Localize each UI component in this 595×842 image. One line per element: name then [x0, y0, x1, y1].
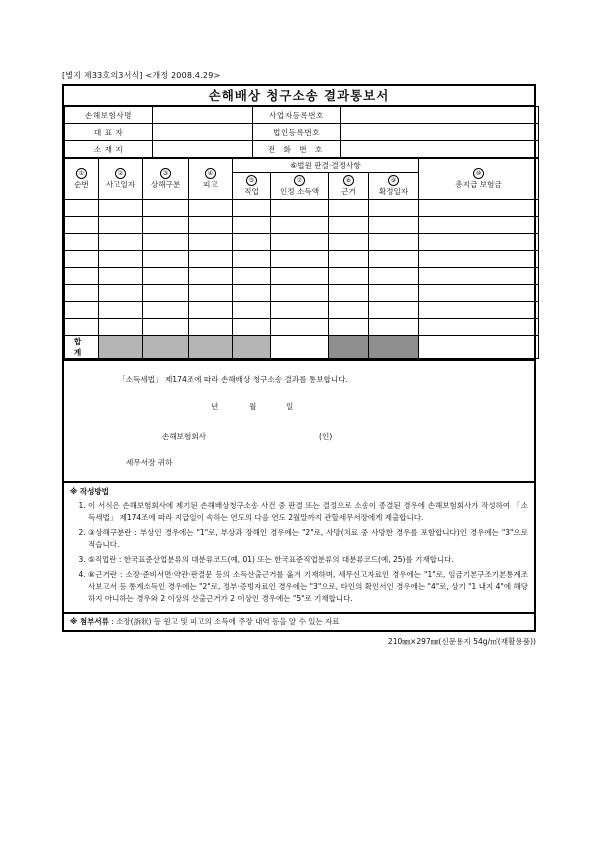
company-label: 손해보험회사	[162, 432, 207, 441]
list-item: 1. 이 서식은 손해보험회사에 제기된 손해배상청구소송 사건 중 판결 또는 결정으로 소송이 종결된 경우에 손해보험회사가 작성하여 「소득세법」 제174조에 따라 지급일이 속하는 연도의 다음 연도 2월말까지 관할세무서장에게 제출합니다.	[88, 500, 528, 524]
form-frame	[62, 84, 536, 632]
attachments-section	[64, 612, 534, 630]
circled-number: ⑦	[294, 175, 305, 186]
total-shaded-cell	[189, 336, 233, 359]
circled-number: ⑨	[388, 175, 399, 186]
col-header-occupation	[233, 173, 271, 200]
col-label: 피고	[203, 180, 218, 189]
attachments-label: ※ 첨부서류	[70, 617, 109, 626]
total-shaded-cell	[329, 336, 369, 359]
month-label: 월	[249, 402, 257, 411]
addressee: 세무서장 귀하	[126, 458, 173, 467]
business-reg-label: 사업자등록번호	[253, 107, 341, 124]
attachments-text: : 소장(訴狀) 등 원고 및 피고의 소득에 주장 내역 등을 알 수 있는 자료	[111, 617, 340, 626]
table-row	[65, 285, 539, 302]
corp-reg-label: 법인등록번호	[253, 124, 341, 141]
declaration-section	[64, 359, 534, 481]
circled-number: ①	[76, 168, 87, 179]
declaration-statement: 「소득세법」 제174조에 따라 손해배상 청구소송 결과를 통보합니다.	[118, 375, 348, 384]
seal-label: (인)	[319, 432, 333, 441]
instructions-section	[64, 481, 534, 612]
col-label: 인정 소득액	[279, 187, 320, 196]
list-item: 3. ⑤직업란 : 한국표준산업분류의 대분류코드(예, 01) 또는 한국표준직업분류의 대분류코드(예, 25)를 기재합니다.	[88, 554, 528, 566]
list-item: 2. ③상해구분란 : 부상인 경우에는 "1"로, 부상과 장해인 경우에는 "2"로, 사망(치료 중 사망한 경우를 포함합니다)인 경우에는 "3"으로 적습니다.	[88, 527, 528, 551]
table-row	[65, 200, 539, 217]
representative-label: 대 표 자	[65, 124, 153, 141]
col-header-seq	[65, 159, 99, 200]
address-field[interactable]	[153, 141, 253, 158]
circled-number: ③	[160, 168, 171, 179]
total-shaded-cell	[233, 336, 271, 359]
col-label: 순번	[74, 180, 89, 189]
total-income-field[interactable]	[271, 336, 329, 359]
table-row	[65, 268, 539, 285]
col-label: 직업	[244, 187, 259, 196]
col-label: 상해구분	[150, 180, 181, 189]
paper-spec: 210㎜×297㎜(신문용지 54g/㎡(재활용품))	[387, 637, 536, 646]
instructions-heading: ※ 작성방법	[70, 487, 109, 496]
form-title: 손해배상 청구소송 결과통보서	[64, 86, 534, 106]
total-shaded-cell	[99, 336, 143, 359]
table-row	[65, 217, 539, 234]
col-header-income	[271, 173, 329, 200]
lawsuit-table	[64, 158, 539, 359]
col-header-court-decision: ⑥법원 판결·결정사항	[233, 159, 419, 173]
total-label: 합 계	[65, 336, 99, 359]
circled-number: ④	[205, 168, 216, 179]
col-header-basis	[329, 173, 369, 200]
circled-number: ②	[115, 168, 126, 179]
table-row	[65, 319, 539, 336]
col-label: 근거	[341, 187, 356, 196]
col-header-defendant	[189, 159, 233, 200]
form-number-note: [별지 제33호의3서식] <개정 2008.4.29>	[62, 71, 221, 80]
circled-number: ⑤	[246, 175, 257, 186]
insurer-name-field[interactable]	[153, 107, 253, 124]
table-row	[65, 251, 539, 268]
circled-number: ⑩	[473, 168, 484, 179]
day-label: 일	[286, 402, 294, 411]
year-label: 년	[211, 402, 219, 411]
insurer-info-table	[64, 106, 539, 158]
table-row	[65, 234, 539, 251]
total-shaded-cell	[143, 336, 189, 359]
list-item: 4. ⑧근거란 : 소장·준비서면·약관·판결문 등의 소득산출근거를 옮겨 기재하며, 세무신고자료인 경우에는 "1"로, 임금기본구조기본통계조사보고서 등 통계소득인 경우에는 "2"로, 정부·증빙자료인 경우에는 "3"으로, 타인의 확인서인 경우에는 "4"로, 상기 "1 내지 4"에 해당하지 아니하는 경우와 2 이상의 산출근거가 2 이상인 경우에는 "5"로 기재합니다.	[88, 569, 528, 605]
phone-label: 전 화 번 호	[253, 141, 341, 158]
representative-field[interactable]	[153, 124, 253, 141]
col-header-accident-date	[99, 159, 143, 200]
col-header-injury-type	[143, 159, 189, 200]
col-label: 총지급 보험금	[455, 180, 502, 189]
insurer-name-label: 손해보험사명	[65, 107, 153, 124]
form-sheet	[62, 70, 536, 647]
business-reg-field[interactable]	[341, 107, 539, 124]
address-label: 소 재 지	[65, 141, 153, 158]
col-label: 확정일자	[378, 187, 409, 196]
total-shaded-cell	[369, 336, 419, 359]
total-insurance-field[interactable]	[419, 336, 539, 359]
table-row	[65, 302, 539, 319]
corp-reg-field[interactable]	[341, 124, 539, 141]
instructions-list	[70, 500, 528, 605]
circled-number: ⑧	[343, 175, 354, 186]
col-label: 사고일자	[105, 180, 136, 189]
phone-field[interactable]	[341, 141, 539, 158]
col-header-confirm-date	[369, 173, 419, 200]
total-row	[65, 336, 539, 359]
col-header-total-insurance	[419, 159, 539, 200]
